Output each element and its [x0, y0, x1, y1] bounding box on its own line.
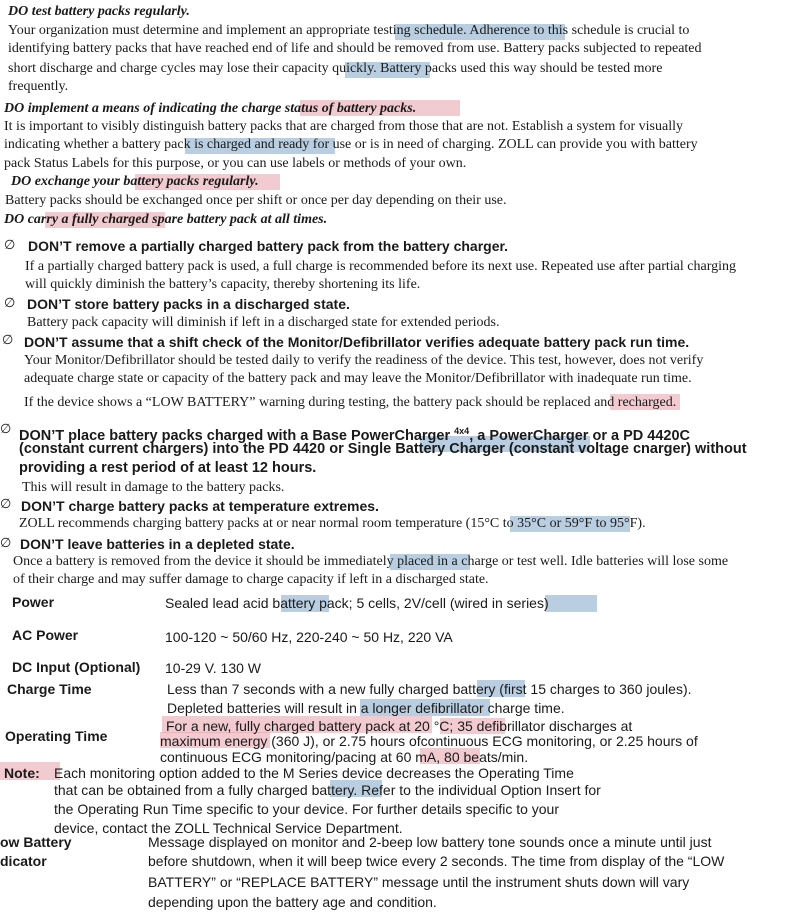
spec-value-ac: 100-120 ~ 50/60 Hz, 220-240 ~ 50 Hz, 220 VA	[165, 629, 453, 645]
spec-label-ac: AC Power	[12, 627, 79, 643]
prohibited-icon: ∅	[4, 238, 16, 253]
spec-value-power: Sealed lead acid battery pack; 5 cells, 2V/cell (wired in series)	[165, 595, 549, 611]
dont-heading-place-line: (constant current chargers) into the PD 4420 or Single Battery Charger (constant voltage cnarger) without	[19, 441, 747, 457]
spec-value-operating: maximum energy (360 J), or 2.75 hours ofcontinuous ECG monitoring, or 2.25 hours of	[160, 733, 698, 749]
do-heading-spare: DO carry a fully charged spare battery pack at all times.	[4, 212, 328, 227]
spec-value-low-battery: Message displayed on monitor and 2-beep low battery tone sounds once a minute until just	[148, 834, 712, 850]
highlight-mark	[545, 595, 597, 612]
dont-body-line: will quickly diminish the battery’s capacity, thereby shortening its life.	[25, 277, 421, 292]
dont-body-line: If a partially charged battery pack is used, a full charge is recommended before its next use. Repeated use after partial charging	[25, 259, 736, 274]
do-body-line: It is important to visibly distinguish battery packs that are charged from those that are not. Establish a system for visually	[4, 119, 683, 134]
note-line: the Operating Run Time specific to your device. For further details specific to your	[54, 801, 560, 817]
dont-body-line: Once a battery is removed from the device it should be immediately placed in a charge or test well. Idle batteries will lose some	[13, 554, 729, 569]
note-line: that can be obtained from a fully charged battery. Refer to the individual Option Insert for	[54, 782, 601, 798]
dont-body-line: of their charge and may suffer damage to charge capacity if left in a discharged state.	[13, 572, 489, 587]
spec-label-low-battery: ow Battery	[0, 834, 72, 850]
spec-label-indicator: dicator	[0, 853, 47, 869]
dont-heading-assume: DON’T assume that a shift check of the Monitor/Defibrillator verifies adequate battery pack run time.	[24, 334, 690, 350]
do-heading-indicate: DO implement a means of indicating the charge status of battery packs.	[4, 101, 417, 116]
do-body-line: frequently.	[8, 79, 69, 94]
superscript: 4x4	[454, 426, 470, 436]
spec-value-operating: For a new, fully charged battery pack at 20 °C; 35 defibrillator discharges at	[166, 718, 633, 734]
prohibited-icon: ∅	[0, 536, 12, 551]
spec-value-low-battery: depending upon the battery age and condition.	[148, 894, 437, 910]
spec-label-power: Power	[12, 594, 55, 610]
spec-value-charge: Depleted batteries will result in a longer defibrillator charge time.	[167, 700, 565, 716]
dont-heading-store: DON’T store battery packs in a discharged state.	[27, 296, 350, 312]
note-text: Each monitoring option added to the M Series device decreases the Operating Time	[54, 765, 574, 781]
spec-label-operating: Operating Time	[5, 728, 108, 744]
dont-body-line: ZOLL recommends charging battery packs at or near normal room temperature (15°C to 35°C or 59°F to 95°F).	[19, 516, 646, 531]
dont-body-line: Your Monitor/Defibrillator should be tested daily to verify the readiness of the device. This test, however, does not verify	[24, 353, 704, 368]
dont-heading-remove: DON’T remove a partially charged battery pack from the battery charger.	[28, 238, 509, 254]
do-body-line: Your organization must determine and implement an appropriate testing schedule. Adherence to this schedule is crucial to	[8, 23, 690, 38]
dont-heading-temperature: DON’T charge battery packs at temperature extremes.	[21, 498, 379, 514]
dont-heading-place-line: providing a rest period of at least 12 hours.	[19, 460, 317, 476]
prohibited-icon: ∅	[0, 422, 12, 437]
dont-body-line: adequate charge state or capacity of the battery pack and may leave the Monitor/Defibrillator with inadequate run time.	[24, 371, 692, 386]
dont-heading-place-part: DON’T place battery packs charged with a Base PowerCharger	[19, 427, 451, 444]
spec-value-low-battery: before shutdown, when it will beep twice every 2 seconds. The time from display of the “LOW	[148, 853, 725, 869]
do-body-line: indicating whether a battery pack is charged and ready for use or is in need of charging. ZOLL can provide you with battery	[4, 137, 698, 152]
note-line: device, contact the ZOLL Technical Service Department.	[54, 820, 403, 836]
do-body-line: short discharge and charge cycles may lose their capacity quickly. Battery packs used this way should be tested more	[8, 61, 663, 76]
prohibited-icon: ∅	[0, 497, 12, 512]
spec-value-operating: continuous ECG monitoring/pacing at 60 mA, 80 beats/min.	[160, 749, 529, 765]
prohibited-icon: ∅	[4, 296, 16, 311]
do-heading-exchange: DO exchange your battery packs regularly.	[11, 174, 259, 189]
do-body-line: pack Status Labels for this purpose, or you can use labels or methods of your own.	[4, 156, 467, 171]
dont-body-line: If the device shows a “LOW BATTERY” warning during testing, the battery pack should be replaced and recharged.	[24, 395, 677, 410]
do-body-line: Battery packs should be exchanged once per shift or once per day depending on their use.	[5, 193, 507, 208]
prohibited-icon: ∅	[2, 333, 14, 348]
spec-value-charge: Less than 7 seconds with a new fully charged battery (first 15 charges to 360 joules).	[167, 681, 692, 697]
dont-heading-place-tail: , a PowerCharger or a PD 4420C	[469, 427, 691, 444]
spec-value-low-battery: BATTERY” or “REPLACE BATTERY” message until the instrument shuts down will vary	[148, 874, 690, 890]
note-label: Note:	[4, 765, 40, 781]
note-line	[54, 764, 574, 782]
spec-label-dc: DC Input (Optional)	[12, 659, 141, 675]
do-body-line: identifying battery packs that have reached end of life and should be removed from use. Battery packs subjected to repeated	[8, 41, 702, 56]
dont-body-line: This will result in damage to the battery packs.	[22, 480, 285, 495]
do-heading-test: DO test battery packs regularly.	[8, 4, 190, 19]
dont-heading-depleted: DON’T leave batteries in a depleted state.	[20, 536, 295, 552]
dont-body-line: Battery pack capacity will diminish if left in a discharged state for extended periods.	[27, 315, 500, 330]
spec-label-charge: Charge Time	[7, 681, 92, 697]
spec-value-dc: 10-29 V. 130 W	[165, 660, 261, 676]
